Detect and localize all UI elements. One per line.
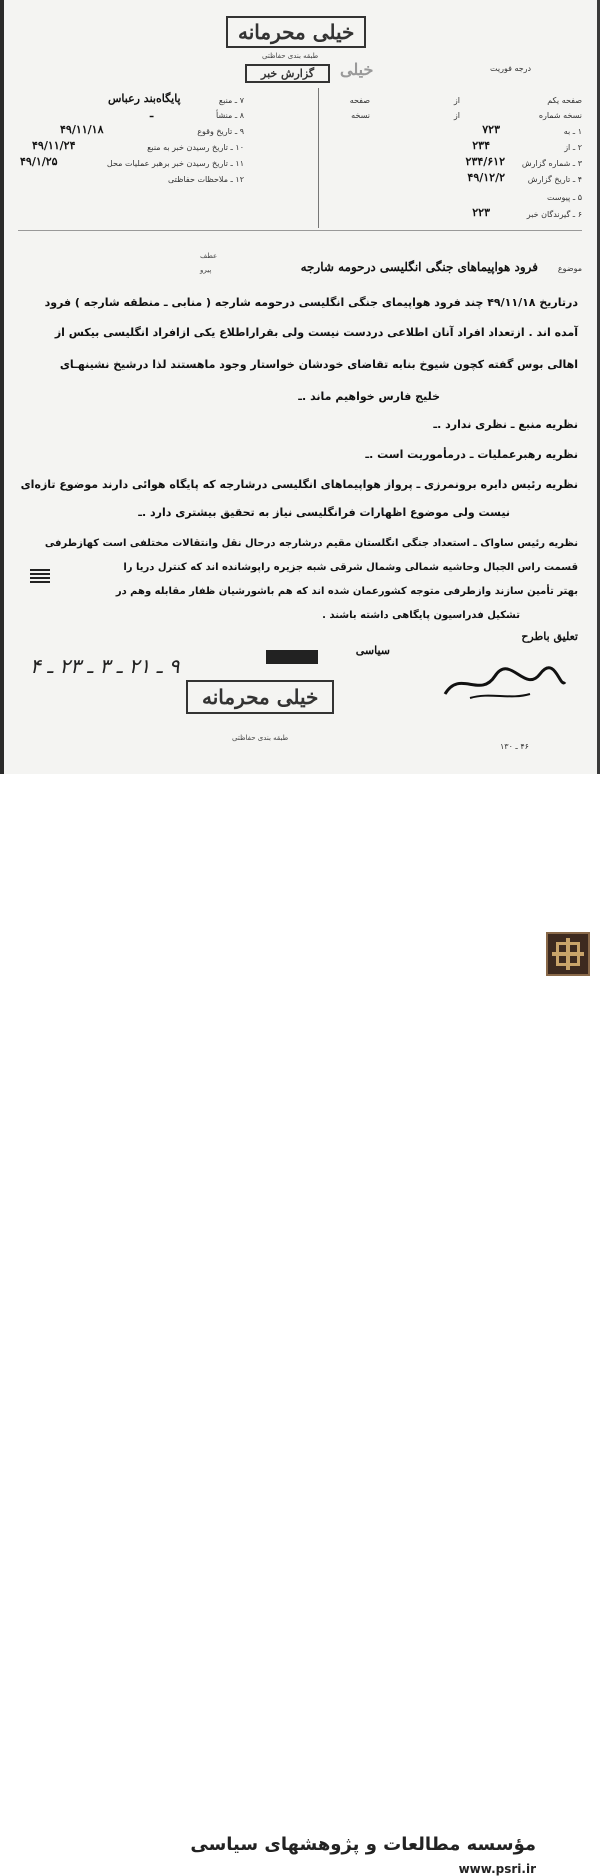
subject-label: موضوع bbox=[557, 264, 582, 273]
subject-value: فرود هواپیماهای جنگی انگلیسی درحومه شارجه bbox=[300, 260, 538, 274]
margin-scribble-mark bbox=[28, 566, 52, 584]
date-stamp-blot bbox=[266, 650, 318, 664]
body-line-savak-opinion-1: نظریه رئیس ساواک ـ استعداد جنگی انگلستان مقیم درشارجه درحال نقل وانتقالات مختلفی است کهازطرفی bbox=[44, 538, 578, 549]
classification-stamp-top-text: خیلی محرمانه bbox=[238, 20, 355, 44]
body-line-savak-opinion-3: بهتر تأمین سازند وازطرفی متوجه کشورعمان شده اند که هم باشورشیان ظفار مقابله وهم در bbox=[115, 586, 578, 597]
subject-side-note-followup: پیرو bbox=[200, 266, 212, 274]
field-label-page: صفحه یکم bbox=[547, 96, 582, 105]
classification-caption-bottom: طبقه بندی حفاظتی bbox=[232, 734, 289, 742]
field-label-report-date: ۴ ـ تاریخ گزارش bbox=[527, 175, 582, 184]
body-line-savak-opinion-4: تشکیل فدراسیون پایگاهی داشته باشند . bbox=[322, 610, 520, 621]
closing-dept: سیاسی bbox=[355, 644, 390, 657]
psri-logo-icon bbox=[546, 932, 590, 976]
header-column-divider bbox=[318, 88, 319, 228]
field-label-to: ۱ ـ به bbox=[563, 127, 582, 136]
body-line-1: درتاریخ ۴۹/۱۱/۱۸ چند فرود هواپیمای جنگی انگلیسی درحومه شارجه ( منابی ـ منطقه شارجه ) فرود bbox=[44, 296, 578, 309]
closing-note-label: تعلیق باطرح bbox=[521, 630, 578, 643]
field-copy-end: نسخه bbox=[351, 111, 370, 120]
document-page bbox=[0, 0, 600, 774]
report-type-stamp-text: گزارش خبر bbox=[261, 67, 315, 80]
field-value-recipients: ۲۲۳ bbox=[472, 206, 490, 219]
field-label-attachment: ۵ ـ پیوست bbox=[546, 193, 582, 202]
publisher-name: مؤسسه مطالعات و پژوهشهای سیاسی bbox=[190, 1834, 536, 1855]
field-value-ops-date: ۴۹/۱/۲۵ bbox=[20, 155, 58, 168]
faded-secret-stamp: خیلی bbox=[340, 60, 374, 79]
field-page-from: از bbox=[453, 96, 460, 105]
field-label-received-date: ۱۰ ـ تاریخ رسیدن خبر به منبع bbox=[147, 143, 244, 152]
field-page-end: صفحه bbox=[349, 96, 370, 105]
body-line-dept-opinion-1: نظریه رئیس دایره برونمرزی ـ پرواز هواپیماهای انگلیسی درشارجه که پایگاه هوائی دارند موضوع تازه‌ای bbox=[20, 478, 578, 491]
publisher-url[interactable]: www.psri.ir bbox=[458, 1862, 536, 1876]
field-value-report-no: ۲۳۴/۶۱۲ bbox=[465, 155, 505, 168]
signature-icon bbox=[440, 664, 570, 704]
field-label-ops-date: ۱۱ ـ تاریخ رسیدن خبر برهبر عملیات محل bbox=[106, 159, 244, 168]
scan-edge-left bbox=[0, 0, 4, 774]
field-value-event-date: ۴۹/۱۱/۱۸ bbox=[60, 123, 104, 136]
field-label-source: ۷ ـ منبع bbox=[218, 96, 244, 105]
field-value-to: ۷۲۳ bbox=[482, 123, 500, 136]
field-label-from: ۲ ـ از bbox=[564, 143, 582, 152]
field-label-event-date: ۹ ـ تاریخ وقوع bbox=[197, 127, 244, 136]
report-type-stamp bbox=[245, 64, 330, 83]
field-copy-from: از bbox=[453, 111, 460, 120]
field-value-source: پایگاه‌بند رعباس bbox=[108, 92, 181, 105]
body-line-2: آمده اند . ازتعداد افراد آنان اطلاعی دردست نیست ولی بقراراطلاع یکی ازافراد انگلیسی بیکس از bbox=[54, 326, 578, 339]
field-value-received-date: ۴۹/۱۱/۲۴ bbox=[32, 139, 76, 152]
classification-stamp-top bbox=[226, 16, 366, 48]
field-label-security-notes: ۱۲ ـ ملاحظات حفاظتی bbox=[168, 175, 244, 184]
body-line-savak-opinion-2: قسمت راس الجبال وحاشیه شمالی وشمال شرقی شبه جزیره راپوشانده اند که کنترل دریا را bbox=[123, 562, 578, 573]
field-label-report-no: ۳ ـ شماره گزارش bbox=[521, 159, 582, 168]
field-value-from: ۲۳۴ bbox=[472, 139, 490, 152]
publisher-footer bbox=[0, 900, 600, 1876]
document-code: ۴۶ ـ ۱۳۰ bbox=[500, 742, 529, 751]
field-label-copy: نسخه شماره bbox=[538, 111, 582, 120]
body-line-3: اهالی بوس گفته کچون شیوخ بنابه تقاضای خودشان خواستار وجود ماهستند لذا درشیخ نشینهـای bbox=[59, 358, 578, 371]
classification-caption-top: طبقه بندی حفاظتی bbox=[262, 52, 319, 60]
classification-stamp-bottom-text: خیلی محرمانه bbox=[202, 685, 319, 709]
handwritten-date: ۹ ـ ۲۱ ـ ۳ ـ ۲۳ ـ ۴ bbox=[30, 654, 180, 678]
field-value-report-date: ۴۹/۱۲/۲ bbox=[467, 171, 505, 184]
field-label-recipients: ۶ ـ گیرندگان خبر bbox=[526, 210, 582, 219]
field-value-origin: ـ bbox=[150, 107, 154, 120]
subject-side-note-reference: عطف bbox=[200, 252, 218, 260]
body-line-source-opinion: نظریه منبع ـ نظری ندارد .ـ bbox=[433, 418, 578, 431]
body-line-4: خلیج فارس خواهیم ماند .ـ bbox=[298, 390, 440, 403]
header-divider bbox=[18, 230, 582, 231]
body-line-ops-opinion: نظریه رهبرعملیات ـ درمأموریت است .ـ bbox=[365, 448, 578, 461]
classification-stamp-bottom bbox=[186, 680, 334, 714]
urgency-label: درجه فوریت bbox=[490, 64, 532, 73]
body-line-dept-opinion-2: نیست ولی موضوع اظهارات فرانگلیسی نیاز به تحقیق بیشتری دارد .ـ bbox=[138, 506, 510, 519]
field-label-origin: ۸ ـ منشأ bbox=[216, 111, 244, 120]
